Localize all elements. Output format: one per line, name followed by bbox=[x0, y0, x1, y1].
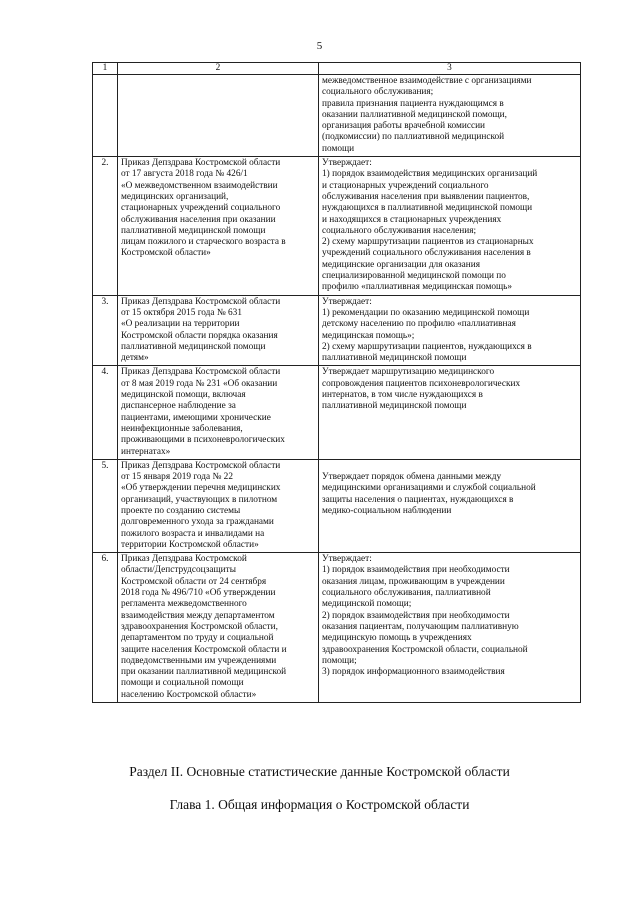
row-number: 2. bbox=[93, 157, 118, 296]
content-line: профилю «паллиативная медицинская помощь» bbox=[322, 282, 513, 293]
document-line: «О межведомственном взаимодействии bbox=[121, 180, 278, 191]
column-header: 3 bbox=[319, 63, 581, 75]
document-cell bbox=[118, 295, 319, 366]
content-cell bbox=[319, 366, 581, 459]
content-line: специализированной медицинской помощи по bbox=[322, 271, 506, 282]
row-number: 4. bbox=[93, 366, 118, 459]
content-line: 3) порядок информационного взаимодействия bbox=[322, 667, 505, 678]
content-line: Утверждает порядок обмена данными между bbox=[322, 472, 502, 483]
chapter-heading: Глава 1. Общая информация о Костромской области bbox=[169, 797, 470, 812]
content-line: медицинскую помощь в учреждениях bbox=[322, 633, 472, 644]
column-header: 2 bbox=[118, 63, 319, 75]
document-line: регламента межведомственного bbox=[121, 599, 247, 610]
document-line: области/Депструдсоцзащиты bbox=[121, 565, 236, 576]
document-line: медицинских организаций, bbox=[121, 191, 229, 202]
document-cell bbox=[118, 459, 319, 552]
document-line: Костромской области от 24 сентября bbox=[121, 576, 267, 587]
table-row bbox=[93, 553, 581, 703]
content-line: 2) порядок взаимодействия при необходимости bbox=[322, 610, 510, 621]
content-line: медицинской помощи; bbox=[322, 599, 412, 610]
document-line: медицинской помощи, включая bbox=[121, 390, 246, 401]
content-line: медико-социальном наблюдении bbox=[322, 505, 452, 516]
content-cell bbox=[319, 295, 581, 366]
document-line: Приказ Депздрава Костромской области bbox=[121, 158, 281, 169]
content-line: учреждений социального обслуживания населения в bbox=[322, 248, 531, 259]
row-number: 6. bbox=[93, 553, 118, 703]
content-line: медицинская помощь»; bbox=[322, 330, 415, 341]
document-line: проекте по созданию системы bbox=[121, 505, 241, 516]
content-line: 1) порядок взаимодействия медицинских организаций bbox=[322, 169, 538, 180]
content-line: Утверждает маршрутизацию медицинского bbox=[322, 367, 495, 378]
content-line: защиты населения о пациентах, нуждающихся в bbox=[322, 494, 514, 505]
content-line: оказания пациентам, получающим паллиативную bbox=[322, 621, 519, 632]
document-line: организаций, участвующих в пилотном bbox=[121, 494, 278, 505]
table-row bbox=[93, 459, 581, 552]
section-heading: Раздел II. Основные статистические данные Костромской области bbox=[129, 764, 510, 779]
content-line: 1) порядок взаимодействия при необходимости bbox=[322, 565, 510, 576]
content-line: оказания лицам, проживающим в учреждении bbox=[322, 576, 505, 587]
document-line: при оказании паллиативной медицинской bbox=[121, 667, 287, 678]
document-line: помощи и социальной помощи bbox=[121, 678, 244, 689]
document-line: Приказ Депздрава Костромской области bbox=[121, 460, 281, 471]
content-line: 1) рекомендации по оказанию медицинской помощи bbox=[322, 307, 530, 318]
content-line: Утверждает: bbox=[322, 158, 372, 169]
document-line: интернатах» bbox=[121, 446, 171, 457]
document-line: стационарных учреждений социального bbox=[121, 203, 281, 214]
document-line: обслуживания населения при оказании bbox=[121, 214, 276, 225]
content-line: социального обслуживания населения; bbox=[322, 225, 477, 236]
content-line: 2) схему маршрутизации пациентов, нуждающихся в bbox=[322, 341, 532, 352]
documents-table bbox=[92, 62, 581, 703]
document-line: подведомственными им учреждениями bbox=[121, 655, 277, 666]
content-line: правила признания пациента нуждающимся в bbox=[322, 98, 504, 109]
row-number: 3. bbox=[93, 295, 118, 366]
content-line: паллиативной медицинской помощи bbox=[322, 353, 467, 364]
document-line: здравоохранения Костромской области, bbox=[121, 621, 278, 632]
document-line: территории Костромской области» bbox=[121, 539, 259, 550]
content-cell bbox=[319, 553, 581, 703]
content-line: и находящихся в стационарных учреждениях bbox=[322, 214, 502, 225]
content-line: 2) схему маршрутизации пациентов из стационарных bbox=[322, 237, 534, 248]
document-line: детям» bbox=[121, 353, 149, 364]
column-header: 1 bbox=[93, 63, 118, 75]
document-line: паллиативной медицинской помощи bbox=[121, 341, 266, 352]
document-line: от 15 января 2019 года № 22 bbox=[121, 472, 233, 483]
document-line: Приказ Депздрава Костромской bbox=[121, 554, 247, 565]
document-line: диспансерное наблюдение за bbox=[121, 401, 236, 412]
content-line: социального обслуживания, паллиативной bbox=[322, 588, 491, 599]
content-line: обслуживания населения при выявлении пациентов, bbox=[322, 191, 530, 202]
document-line: долговременного ухода за гражданами bbox=[121, 517, 274, 528]
document-line: от 17 августа 2018 года № 426/1 bbox=[121, 169, 248, 180]
document-line: защите населения Костромской области и bbox=[121, 644, 287, 655]
document-line: взаимодействия между департаментом bbox=[121, 610, 275, 621]
document-line: 2018 года № 496/710 «Об утверждении bbox=[121, 588, 276, 599]
document-line: проживающими в психоневрологических bbox=[121, 435, 285, 446]
document-line: пациентами, имеющими хронические bbox=[121, 412, 271, 423]
content-line bbox=[322, 461, 577, 472]
page-number: 5 bbox=[316, 40, 323, 52]
document-line: Приказ Депздрава Костромской области bbox=[121, 367, 281, 378]
content-line: помощи bbox=[322, 143, 355, 154]
content-line: социального обслуживания; bbox=[322, 87, 434, 98]
content-line: (подкомиссии) по паллиативной медицинской bbox=[322, 132, 505, 143]
table-header-row bbox=[93, 63, 581, 75]
content-line: интернатов, в том числе нуждающихся в bbox=[322, 390, 483, 401]
content-line: сопровождения пациентов психоневрологических bbox=[322, 378, 521, 389]
document-cell bbox=[118, 366, 319, 459]
document-line: пожилого возраста и инвалидами на bbox=[121, 528, 265, 539]
content-line: здравоохранения Костромской области, социальной bbox=[322, 644, 528, 655]
table-row bbox=[93, 295, 581, 366]
content-line: организация работы врачебной комиссии bbox=[322, 121, 486, 132]
content-line: Утверждает: bbox=[322, 554, 372, 565]
document-line: департаментом по труду и социальной bbox=[121, 633, 274, 644]
content-line: детскому населению по профилю «паллиативная bbox=[322, 319, 516, 330]
document-cell bbox=[118, 75, 319, 157]
document-line: Приказ Депздрава Костромской области bbox=[121, 296, 281, 307]
content-cell bbox=[319, 459, 581, 552]
document-line: от 15 октября 2015 года № 631 bbox=[121, 307, 242, 318]
content-line: помощи; bbox=[322, 655, 357, 666]
table-row bbox=[93, 157, 581, 296]
document-line: лицам пожилого и старческого возраста в bbox=[121, 237, 286, 248]
document-line: Костромской области порядка оказания bbox=[121, 330, 278, 341]
document-line: Костромской области» bbox=[121, 248, 211, 259]
table-row bbox=[93, 75, 581, 157]
table-row bbox=[93, 366, 581, 459]
document-line: от 8 мая 2019 года № 231 «Об оказании bbox=[121, 378, 278, 389]
document-line: «О реализации на территории bbox=[121, 319, 240, 330]
content-line: оказании паллиативной медицинской помощи, bbox=[322, 109, 507, 120]
document-line: неинфекционные заболевания, bbox=[121, 423, 243, 434]
row-number bbox=[93, 75, 118, 157]
content-cell bbox=[319, 157, 581, 296]
content-line: паллиативной медицинской помощи bbox=[322, 401, 467, 412]
row-number: 5. bbox=[93, 459, 118, 552]
document-line: паллиативной медицинской помощи bbox=[121, 225, 266, 236]
content-line: и стационарных учреждений социального bbox=[322, 180, 489, 191]
content-line: межведомственное взаимодействие с организациями bbox=[322, 76, 532, 86]
document-cell bbox=[118, 553, 319, 703]
content-line: нуждающихся в паллиативной медицинской помощи bbox=[322, 203, 533, 214]
content-line: медицинские организации для оказания bbox=[322, 259, 480, 270]
content-cell bbox=[319, 75, 581, 157]
document-cell bbox=[118, 157, 319, 296]
document-line: «Об утверждении перечня медицинских bbox=[121, 483, 281, 494]
content-line: медицинскими организациями и службой социальной bbox=[322, 483, 536, 494]
content-line: Утверждает: bbox=[322, 296, 372, 307]
document-line: населению Костромской области» bbox=[121, 689, 257, 700]
